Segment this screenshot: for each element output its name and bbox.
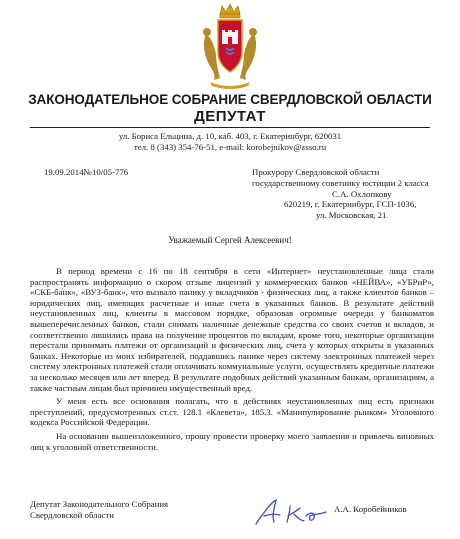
body-paragraph: У меня есть все основания полагать, что в действиях неустановленных лиц есть признаки преступлений, предусмотренных ст.ст. 128.1 «Клевета», 185.3. «Манипулирование рынком» Уголовного кодекса Российской Федерации.: [30, 396, 434, 428]
letter-number-date: 19.09.2014№10/05-776: [44, 167, 129, 177]
recipient-line: С.А. Охлопкову: [332, 188, 392, 199]
recipient-line: ул. Московская, 21: [316, 210, 387, 221]
sender-title-line: Депутат Законодательного Собрания: [30, 499, 169, 509]
recipient-line: государственному советнику юстиции 2 класса: [252, 177, 429, 188]
recipient-line: Прокурору Свердловской области: [252, 167, 380, 177]
recipient-block: [252, 167, 452, 221]
body-paragraph: На основании вышеизложенного, прошу провести проверку моего заявления и привлечь виновных лиц к уголовной ответственности.: [30, 430, 434, 452]
sender-title: [30, 499, 168, 520]
letter-body: [30, 266, 434, 455]
coat-of-arms-icon: [200, 4, 260, 90]
org-title: ЗАКОНОДАТЕЛЬНОЕ СОБРАНИЕ СВЕРДЛОВСКОЙ ОБЛАСТИ: [28, 92, 432, 107]
handwritten-signature-icon: [250, 494, 330, 530]
sender-name: А.А. Коробейников: [334, 504, 407, 514]
address-line: ул. Бориса Ельцина, д. 10, каб. 403, г. Екатеринбург, 620031: [118, 131, 342, 141]
sender-title-line: Свердловской области: [30, 509, 114, 520]
salutation: Уважаемый Сергей Алексеевич!: [168, 235, 292, 245]
body-paragraph: В период времени с 16 по 18 сентября в сети «Интернет» неустановленные лица стали распространять информацию о скором отзыве лицензий у коммерческих банков «НЕЙВА», «УБРиР», «СКБ-банк», «ВУЗ-банк», что вызвало панику у вкладчиков - физических лиц, а также клиентов банков – юридических лиц, имеющих расчетные и иные счета в указанных банков. В результате действий неустановленных лиц, клиенты в массовом порядке, образовав огромные очереди у банкоматов вышеперечисленных банков, стали снимать наличные денежные средства со своих счетов и вкладов, и соответственно лишились права на получение процентов по вкладам, кроме того, некоторые организации перестали принимать платежи от организаций и физических лиц, счета у которых открыты в указанных банках. Некоторые из моих избирателей, поддавшись панике через систему электронных платежей через систему электронных платежей стали оплачивать коммунальные услуги, осуществлять кредитные платежи за несколько месяцев или лет вперед. В результате подобных действий указанным банкам, организациям, а также частным лицам был причинен имущественный вред.: [30, 266, 434, 393]
contact-line: тел. 8 (343) 354-76-51, e-mail: korobejnikov@zsso.ru: [133, 142, 327, 152]
org-subtitle: ДЕПУТАТ: [194, 108, 266, 125]
header-divider: [30, 127, 430, 128]
recipient-line: 620219, г. Екатеринбург, ГСП-1036,: [284, 199, 417, 210]
